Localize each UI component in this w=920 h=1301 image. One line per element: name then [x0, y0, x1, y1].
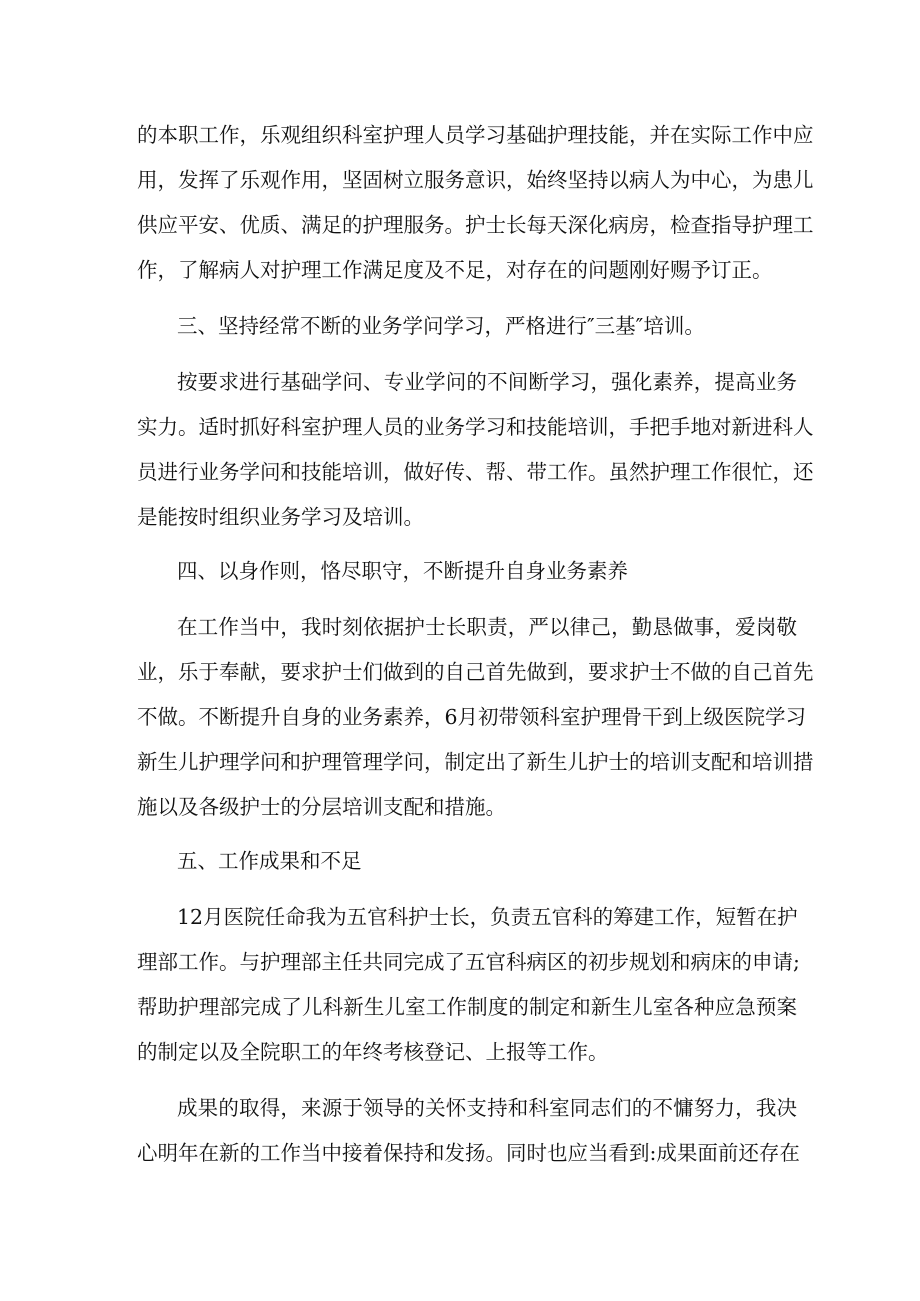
text-line: 按要求进行基础学问、专业学问的不间断学习，强化素养，提高业务 [177, 370, 797, 394]
text-line: 新生儿护理学问和护理管理学问，制定出了新生儿护士的培训支配和培训措 [137, 750, 814, 774]
text-line: 帮助护理部完成了儿科新生儿室工作制度的制定和新生儿室各种应急预案 [137, 995, 797, 1019]
section-heading: 五、工作成果和不足 [177, 849, 362, 873]
text-line: 实力。适时抓好科室护理人员的业务学习和技能培训，手把手地对新进科人 [137, 415, 814, 439]
text-line: 不做。不断提升自身的业务素养，6月初带领科室护理骨干到上级医院学习 [137, 705, 807, 729]
text-line: 的本职工作，乐观组织科室护理人员学习基础护理技能，并在实际工作中应 [137, 123, 814, 147]
text-line: 业，乐于奉献，要求护士们做到的自己首先做到，要求护士不做的自己首先 [137, 660, 814, 684]
text-line: 员进行业务学问和技能培训，做好传、帮、带工作。虽然护理工作很忙，还 [137, 460, 814, 484]
text-line: 供应平安、优质、满足的护理服务。护士长每天深化病房，检查指导护理工 [137, 213, 814, 237]
text-line: 用，发挥了乐观作用，坚固树立服务意识，始终坚持以病人为中心，为患儿 [137, 168, 814, 192]
text-line: 施以及各级护士的分层培训支配和措施。 [137, 795, 506, 819]
text-line: 在工作当中，我时刻依据护士长职责，严以律己，勤恳做事，爱岗敬 [177, 615, 797, 639]
section-heading: 四、以身作则，恪尽职守，不断提升自身业务素养 [177, 559, 628, 583]
text-line: 作，了解病人对护理工作满足度及不足，对存在的问题刚好赐予订正。 [137, 258, 773, 282]
text-line: 理部工作。与护理部主任共同完成了五官科病区的初步规划和病床的申请; [137, 950, 800, 974]
section-heading: 三、坚持经常不断的业务学问学习，严格进行″三基″培训。 [177, 314, 705, 338]
text-line: 的制定以及全院职工的年终考核登记、上报等工作。 [137, 1040, 609, 1064]
text-line: 心明年在新的工作当中接着保持和发扬。同时也应当看到:成果面前还存在 [137, 1141, 800, 1165]
text-line: 成果的取得，来源于领导的关怀支持和科室同志们的不慵努力，我决 [177, 1096, 797, 1120]
text-line: 12月医院任命我为五官科护士长，负责五官科的筹建工作，短暂在护 [177, 905, 798, 929]
text-line: 是能按时组织业务学习及培训。 [137, 505, 424, 529]
